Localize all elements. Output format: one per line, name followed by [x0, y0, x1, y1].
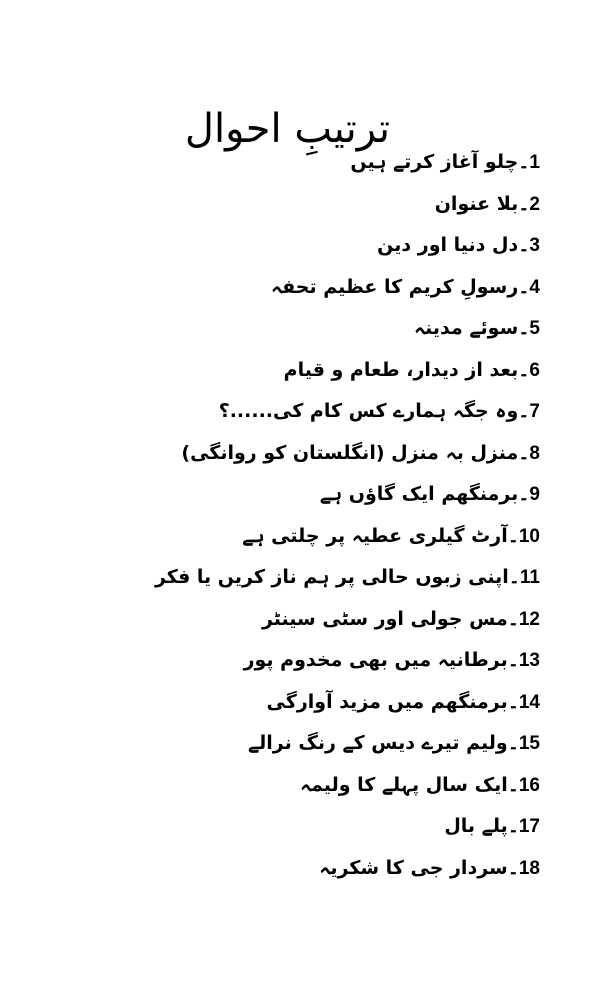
toc-item-separator: ۔	[518, 483, 530, 505]
toc-item-11	[40, 557, 540, 599]
toc-item-5	[40, 308, 540, 350]
toc-item-13	[40, 640, 540, 682]
toc-item-9	[40, 474, 540, 516]
toc-item-6	[40, 350, 540, 392]
toc-item-separator: ۔	[508, 566, 520, 588]
toc-item-number: 15	[518, 733, 540, 754]
toc-item-title: منزل بہ منزل (انگلستان کو روانگی)	[181, 441, 519, 464]
toc-item-16	[40, 765, 540, 807]
toc-item-title: مس جولی اور سٹی سینٹر	[261, 607, 508, 630]
toc-item-title: بلا عنوان	[434, 192, 519, 215]
toc-item-18	[40, 848, 540, 890]
toc-item-number: 10	[518, 525, 540, 547]
toc-item-number: 16	[518, 774, 540, 796]
toc-item-separator: ۔	[507, 815, 519, 837]
toc-item-number: 12	[518, 608, 540, 630]
toc-item-title: آرٹ گیلری عطیہ پر چلتی ہے	[242, 524, 508, 547]
toc-item-separator: ۔	[507, 773, 519, 796]
toc-item-separator: ۔	[518, 192, 530, 215]
toc-item-number: 5	[529, 318, 540, 339]
toc-item-separator: ۔	[507, 524, 519, 547]
toc-item-separator: ۔	[518, 234, 530, 256]
toc-item-2	[40, 184, 540, 226]
toc-item-number: 11	[519, 567, 540, 588]
toc-item-8	[40, 433, 540, 475]
toc-item-separator: ۔	[507, 649, 519, 671]
toc-item-title: رسولِ کریم کا عظیم تحفہ	[270, 275, 519, 298]
toc-item-title: ولیم تیرے دیس کے رنگ نرالے	[248, 732, 508, 754]
toc-item-title: پلے بال	[444, 815, 508, 837]
toc-item-number: 17	[518, 816, 540, 837]
toc-item-separator: ۔	[507, 607, 519, 630]
toc-item-1	[40, 142, 540, 184]
toc-item-12	[40, 599, 540, 641]
toc-item-separator: ۔	[518, 400, 530, 422]
toc-item-title: برمنگھم ایک گاؤں ہے	[319, 483, 519, 505]
table-of-contents	[40, 142, 540, 889]
toc-item-separator: ۔	[507, 732, 519, 754]
toc-item-separator: ۔	[518, 358, 530, 381]
toc-item-title: سردار جی کا شکریہ	[319, 856, 508, 879]
toc-item-14	[40, 682, 540, 724]
toc-item-number: 9	[529, 484, 540, 505]
toc-item-title: برطانیہ میں بھی مخدوم پور	[243, 649, 508, 671]
toc-item-separator: ۔	[518, 151, 530, 173]
toc-item-15	[40, 723, 540, 765]
toc-item-3	[40, 225, 540, 267]
toc-item-number: 4	[529, 276, 540, 298]
toc-item-number: 2	[529, 193, 540, 215]
toc-item-10	[40, 516, 540, 558]
toc-item-title: بعد از دیدار، طعام و قیام	[283, 358, 519, 381]
toc-item-number: 8	[529, 442, 540, 464]
toc-item-separator: ۔	[518, 317, 530, 339]
toc-item-title: برمنگھم میں مزید آوارگی	[266, 690, 508, 713]
toc-item-separator: ۔	[507, 690, 519, 713]
toc-item-title: ایک سال پہلے کا ولیمہ	[299, 773, 508, 796]
toc-item-number: 6	[529, 359, 540, 381]
toc-item-number: 7	[529, 401, 540, 422]
toc-item-17	[40, 806, 540, 848]
toc-item-separator: ۔	[507, 856, 519, 879]
toc-item-number: 14	[518, 691, 540, 713]
toc-item-title: دل دنیا اور دین	[377, 234, 519, 256]
page-title: ترتیبِ احوال	[184, 105, 390, 152]
toc-item-title: سوئے مدینہ	[414, 317, 519, 339]
toc-item-7	[40, 391, 540, 433]
toc-item-number: 18	[518, 857, 540, 879]
toc-item-number: 3	[529, 235, 540, 256]
toc-item-title: وہ جگہ ہمارے کس کام کی......؟	[218, 400, 519, 422]
toc-item-number: 13	[518, 650, 540, 671]
toc-item-4	[40, 267, 540, 309]
toc-item-separator: ۔	[518, 441, 530, 464]
toc-item-number: 1	[529, 152, 540, 173]
toc-item-title: چلو آغاز کرتے ہیں	[350, 151, 519, 173]
toc-item-title: اپنی زبوں حالی پر ہم ناز کریں یا فکر	[154, 566, 509, 588]
toc-item-separator: ۔	[518, 275, 530, 298]
